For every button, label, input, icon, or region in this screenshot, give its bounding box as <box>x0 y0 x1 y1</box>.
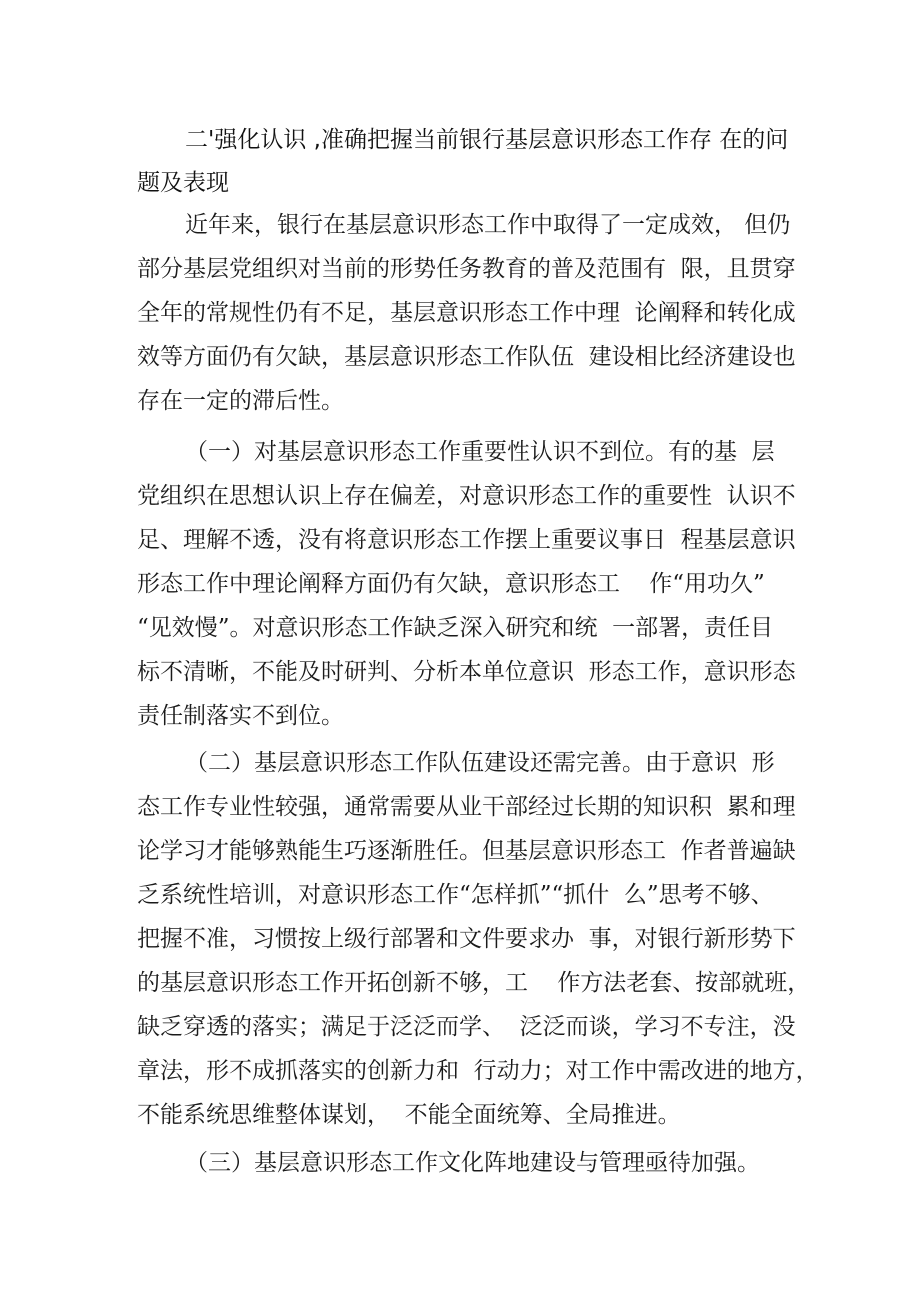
text-line: 效等方面仍有欠缺，基层意识形态工作队伍 建设相比经济建设也 <box>137 344 796 370</box>
text-line: 的基层意识形态工作开拓创新不够，工 作方法老套、按部就班， <box>137 970 811 996</box>
text-line: 足、理解不透，没有将意识形态工作摆上重要议事日 程基层意识 <box>137 527 796 553</box>
text-line: 论学习才能够熟能生巧逐渐胜任。但基层意识形态工 作者普遍缺 <box>137 838 796 864</box>
text-line: “见效慢”。对意识形态工作缺乏深入研究和统 一部署，责任目 <box>137 615 774 641</box>
text-line: 章法，形不成抓落实的创新力和 行动力；对工作中需改进的地方， <box>137 1058 819 1084</box>
section-heading-line-1: 二'强化认识 ,准确把握当前银行基层意识形态工作存 在的问 <box>185 127 789 153</box>
text-line: 全年的常规性仍有不足，基层意识形态工作中理 论阐释和转化成 <box>137 300 796 326</box>
text-line: 部分基层党组织对当前的形势任务教育的普及范围有 限，且贯穿 <box>137 256 796 282</box>
text-line: 不能系统思维整体谋划， 不能全面统筹、全局推进。 <box>137 1102 681 1128</box>
section-heading-line-2: 题及表现 <box>137 170 229 196</box>
text-line: 乏系统性培训，对意识形态工作“怎样抓”“抓什 么”思考不够、 <box>137 882 774 908</box>
text-line: 责任制落实不到位。 <box>137 703 344 729</box>
text-line: 形态工作中理论阐释方面仍有欠缺，意识形态工 作“用功久” <box>137 571 765 597</box>
text-line: （二）基层意识形态工作队伍建设还需完善。由于意识 形 <box>185 750 775 776</box>
text-line: 标不清晰，不能及时研判、分析本单位意识 形态工作，意识形态 <box>137 659 796 685</box>
text-line: 近年来，银行在基层意识形态工作中取得了一定成效， 但仍 <box>185 212 791 238</box>
text-line: （一）对基层意识形态工作重要性认识不到位。有的基 层 <box>185 439 775 465</box>
text-line: 党组织在思想认识上存在偏差，对意识形态工作的重要性 认识不 <box>137 483 796 509</box>
text-line: （三）基层意识形态工作文化阵地建设与管理亟待加强。 <box>185 1150 760 1176</box>
text-line: 缺乏穿透的落实；满足于泛泛而学、 泛泛而谈，学习不专注，没 <box>137 1014 796 1040</box>
text-line: 存在一定的滞后性。 <box>137 388 344 414</box>
text-line: 态工作专业性较强，通常需要从业干部经过长期的知识积 累和理 <box>137 794 796 820</box>
text-line: 把握不准，习惯按上级行部署和文件要求办 事，对银行新形势下 <box>137 926 796 952</box>
